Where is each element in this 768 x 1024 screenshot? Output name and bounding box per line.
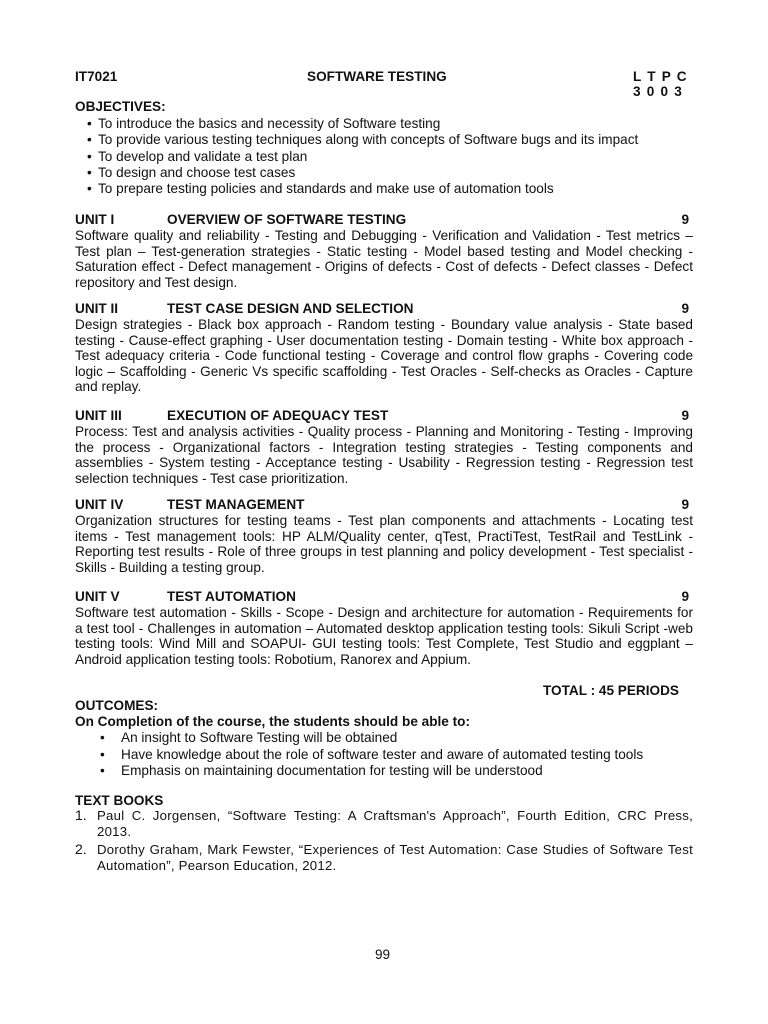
unit-section (75, 408, 693, 486)
outcome-item: • Emphasis on maintaining documentation for testing will be understood (100, 763, 700, 780)
unit-number: UNIT IV (75, 497, 124, 512)
unit-content: Organization structures for testing teams - Test plan components and attachments - Locating test items - Test management tools: HP ALM/Quality center, qTest, PractiTest, TestRail and TestLink - Reporting test results - Role of three groups in test planning and policy development - Test specialist - Skills - Building a testing group. (75, 513, 693, 575)
unit-title: OVERVIEW OF SOFTWARE TESTING (167, 212, 407, 227)
text-books-heading: TEXT BOOKS (75, 793, 164, 808)
objectives-list (87, 116, 707, 197)
unit-hours: 9 (681, 212, 689, 227)
total-periods: TOTAL : 45 PERIODS (543, 683, 679, 698)
unit-content: Software test automation - Skills - Scope - Design and architecture for automation - Requirements for a test tool - Challenges in automation – Automated desktop application testing tools: Sikuli Script -web testing tools: Wind Mill and SOAPUI- GUI testing tools: Test Complete, Test Studio and eggplant – Android application testing tools: Robotium, Ranorex and Appium. (75, 605, 693, 667)
unit-header (75, 408, 693, 424)
text-books-list (75, 808, 693, 876)
text-book-index: 2. (75, 841, 87, 858)
course-code: IT7021 (75, 69, 118, 84)
outcomes-heading: OUTCOMES: (75, 698, 159, 713)
outcomes-list (100, 730, 700, 780)
unit-header (75, 301, 693, 317)
unit-hours: 9 (681, 497, 689, 512)
unit-number: UNIT I (75, 212, 115, 227)
objective-item: • To design and choose test cases (87, 165, 707, 181)
text-book-text: Paul C. Jorgensen, “Software Testing: A Craftsman's Approach”, Fourth Edition, CRC Press, 2013. (97, 808, 693, 839)
ltpc-labels: L T P C (633, 69, 688, 84)
text-book-text: Dorothy Graham, Mark Fewster, “Experiences of Test Automation: Case Studies of Software Test Automation”, Pearson Education, 2012. (97, 842, 693, 873)
unit-title: TEST CASE DESIGN AND SELECTION (167, 301, 414, 316)
unit-section (75, 589, 693, 667)
unit-content: Design strategies - Black box approach - Random testing - Boundary value analysis - State based testing - Cause-effect graphing - User documentation testing - Domain testing - White box approach - Test adequacy criteria - Code functional testing - Coverage and control flow graphs - Covering code logic – Scaffolding - Generic Vs specific scaffolding - Test Oracles - Self-checks as Oracles - Capture and replay. (75, 317, 693, 395)
unit-section (75, 301, 693, 395)
text-book-index: 1. (75, 807, 87, 823)
unit-number: UNIT III (75, 408, 122, 423)
unit-title: EXECUTION OF ADEQUACY TEST (167, 408, 389, 423)
outcome-item: • An insight to Software Testing will be obtained (100, 730, 700, 747)
unit-section (75, 212, 693, 290)
text-book-item (75, 842, 693, 873)
course-title: SOFTWARE TESTING (307, 69, 447, 84)
unit-content: Software quality and reliability - Testing and Debugging - Verification and Validation - Test metrics – Test plan – Test-generation strategies - Static testing - Model based testing and Model checking - Saturation effect - Defect management - Origins of defects - Cost of defects - Defect classes - Defect repository and Test design. (75, 228, 693, 290)
objective-item: • To develop and validate a test plan (87, 149, 707, 165)
unit-number: UNIT II (75, 301, 119, 316)
objective-item: • To provide various testing techniques along with concepts of Software bugs and its impact (87, 132, 707, 148)
unit-title: TEST AUTOMATION (167, 589, 296, 604)
page-number: 99 (375, 947, 391, 962)
unit-hours: 9 (681, 589, 689, 604)
unit-title: TEST MANAGEMENT (167, 497, 305, 512)
unit-section (75, 497, 693, 575)
outcomes-intro: On Completion of the course, the students should be able to: (75, 714, 470, 729)
unit-header (75, 589, 693, 605)
text-book-item (75, 808, 693, 839)
objective-item: • To prepare testing policies and standards and make use of automation tools (87, 181, 707, 197)
unit-header (75, 497, 693, 513)
outcome-item: • Have knowledge about the role of software tester and aware of automated testing tools (100, 747, 700, 764)
unit-number: UNIT V (75, 589, 120, 604)
unit-hours: 9 (681, 301, 689, 316)
unit-hours: 9 (681, 408, 689, 423)
ltpc-values: 3 0 0 3 (633, 84, 683, 99)
objectives-heading: OBJECTIVES: (75, 99, 166, 114)
unit-content: Process: Test and analysis activities - Quality process - Planning and Monitoring - Testing - Improving the process - Organizational factors - Integration testing strategies - Testing components and assemblies - System testing - Acceptance testing - Usability - Regression testing - Regression test selection techniques - Test case prioritization. (75, 424, 693, 486)
objective-item: • To introduce the basics and necessity of Software testing (87, 116, 707, 132)
unit-header (75, 212, 693, 228)
